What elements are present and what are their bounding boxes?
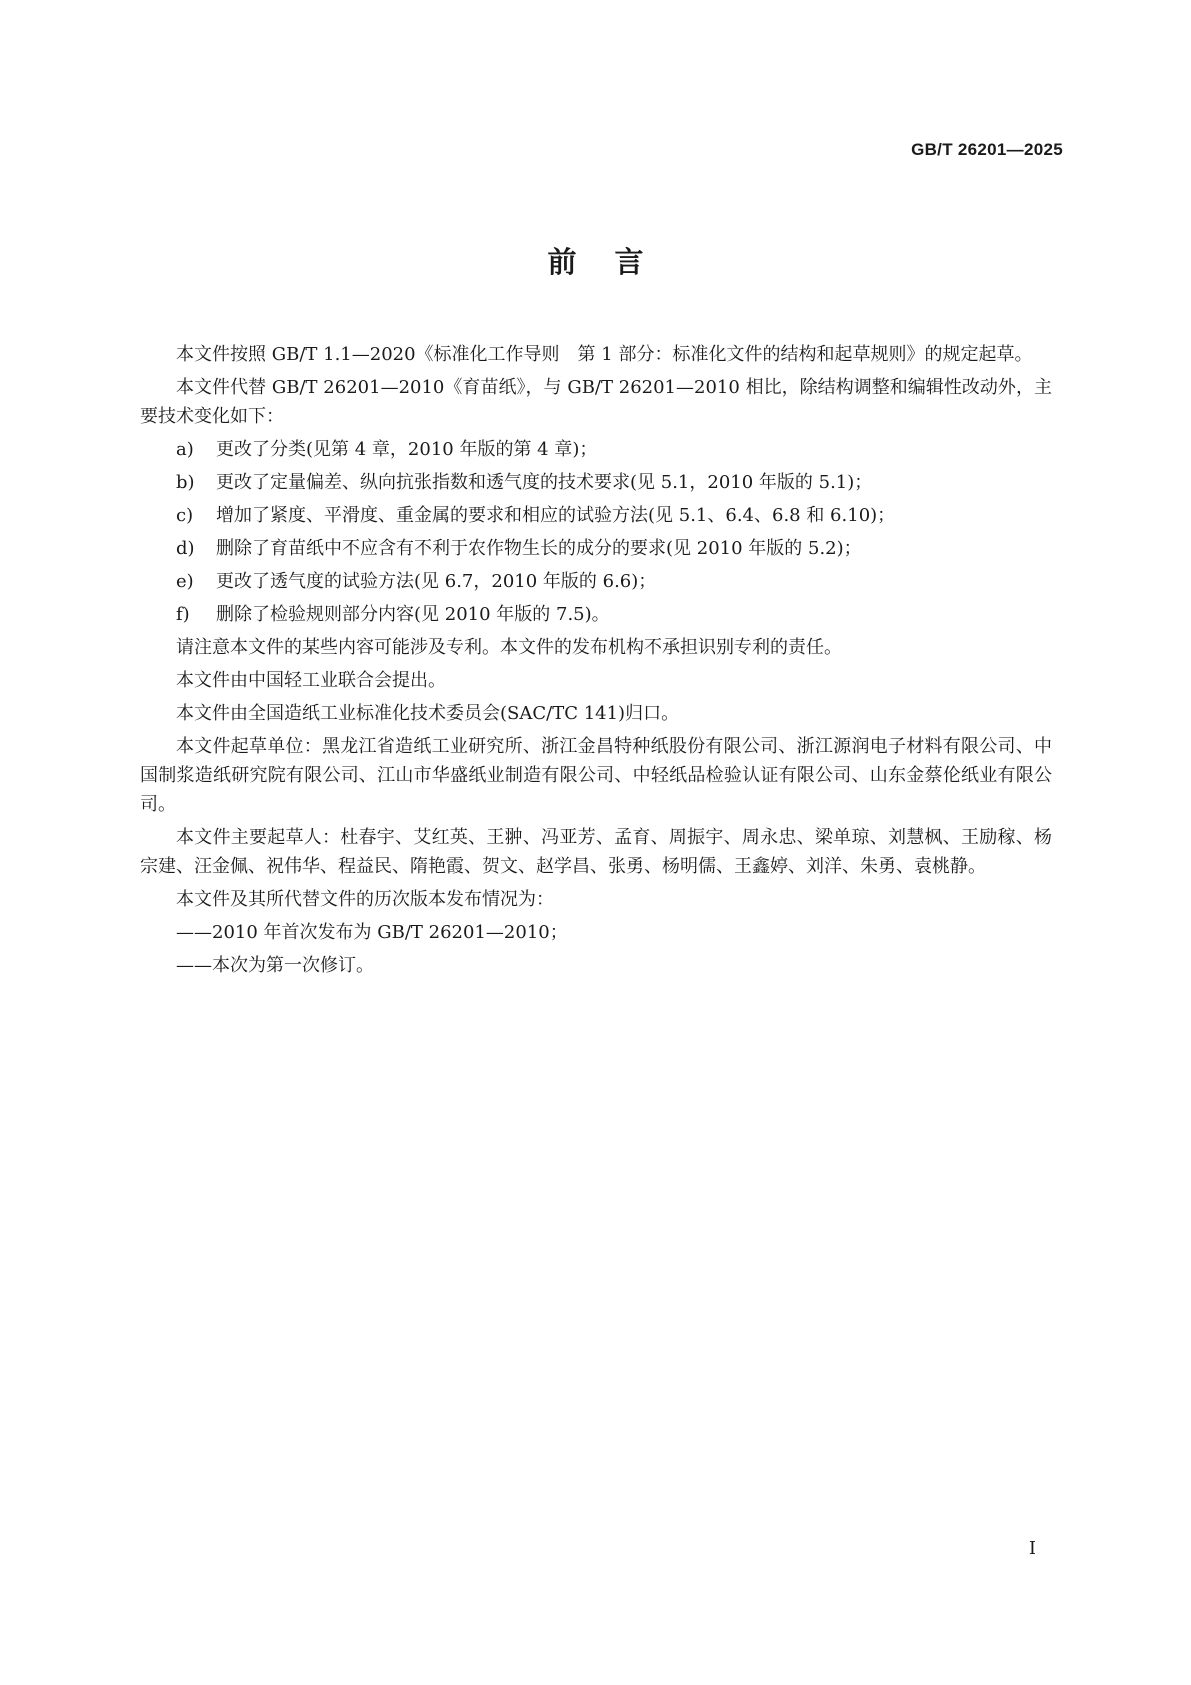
list-item xyxy=(140,567,1052,596)
paragraph-version-history: 本文件及其所代替文件的历次版本发布情况为： xyxy=(176,889,554,910)
list-item xyxy=(140,501,1052,530)
standard-code: GB/T 26201—2025 xyxy=(911,140,1063,159)
list-item xyxy=(140,600,1052,629)
foreword-body xyxy=(140,340,1052,984)
list-item-mark: f) xyxy=(176,604,190,625)
history-item: ——本次为第一次修订。 xyxy=(176,955,374,976)
list-item-text: 更改了透气度的试验方法(见 6.7，2010 年版的 6.6)； xyxy=(216,571,657,592)
page-number: I xyxy=(1028,1538,1036,1559)
list-item-text: 更改了分类(见第 4 章，2010 年版的第 4 章)； xyxy=(216,439,598,460)
paragraph-committee: 本文件由全国造纸工业标准化技术委员会(SAC/TC 141)归口。 xyxy=(176,703,680,724)
page-title: 前言 xyxy=(547,245,682,279)
list-item-text: 更改了定量偏差、纵向抗张指数和透气度的技术要求(见 5.1，2010 年版的 5.1)； xyxy=(216,472,873,493)
paragraph-drafters: 本文件主要起草人：杜春宇、艾红英、王翀、冯亚芳、孟育、周振宇、周永忠、梁单琼、刘慧枫、王励稼、杨宗建、汪金佩、祝伟华、程益民、隋艳霞、贺文、赵学昌、张勇、杨明儒、王鑫婷、刘洋、朱勇、袁桃静。 xyxy=(140,827,1052,877)
list-item-text: 增加了紧度、平滑度、重金属的要求和相应的试验方法(见 5.1、6.4、6.8 和 6.10)； xyxy=(216,505,896,526)
list-item-text: 删除了检验规则部分内容(见 2010 年版的 7.5)。 xyxy=(216,604,610,625)
paragraph-drafting-units: 本文件起草单位：黑龙江省造纸工业研究所、浙江金昌特种纸股份有限公司、浙江源润电子材料有限公司、中国制浆造纸研究院有限公司、江山市华盛纸业制造有限公司、中轻纸品检验认证有限公司、山东金蔡伦纸业有限公司。 xyxy=(140,736,1052,815)
list-item xyxy=(140,468,1052,497)
list-item-mark: d) xyxy=(176,538,195,559)
history-item: ——2010 年首次发布为 GB/T 26201—2010； xyxy=(176,922,568,943)
list-item xyxy=(140,435,1052,464)
paragraph-drafting-rules: 本文件按照 GB/T 1.1—2020《标准化工作导则 第 1 部分：标准化文件的结构和起草规则》的规定起草。 xyxy=(176,344,1033,365)
list-item-mark: e) xyxy=(176,571,194,592)
list-item-mark: a) xyxy=(176,439,194,460)
paragraph-proposer: 本文件由中国轻工业联合会提出。 xyxy=(176,670,446,691)
list-item xyxy=(140,534,1052,563)
list-item-mark: c) xyxy=(176,505,194,526)
list-item-mark: b) xyxy=(176,472,195,493)
list-item-text: 删除了育苗纸中不应含有不利于农作物生长的成分的要求(见 2010 年版的 5.2)； xyxy=(216,538,862,559)
paragraph-patent-notice: 请注意本文件的某些内容可能涉及专利。本文件的发布机构不承担识别专利的责任。 xyxy=(176,637,842,658)
paragraph-replacement: 本文件代替 GB/T 26201—2010《育苗纸》，与 GB/T 26201—2010 相比，除结构调整和编辑性改动外，主要技术变化如下： xyxy=(140,377,1052,427)
